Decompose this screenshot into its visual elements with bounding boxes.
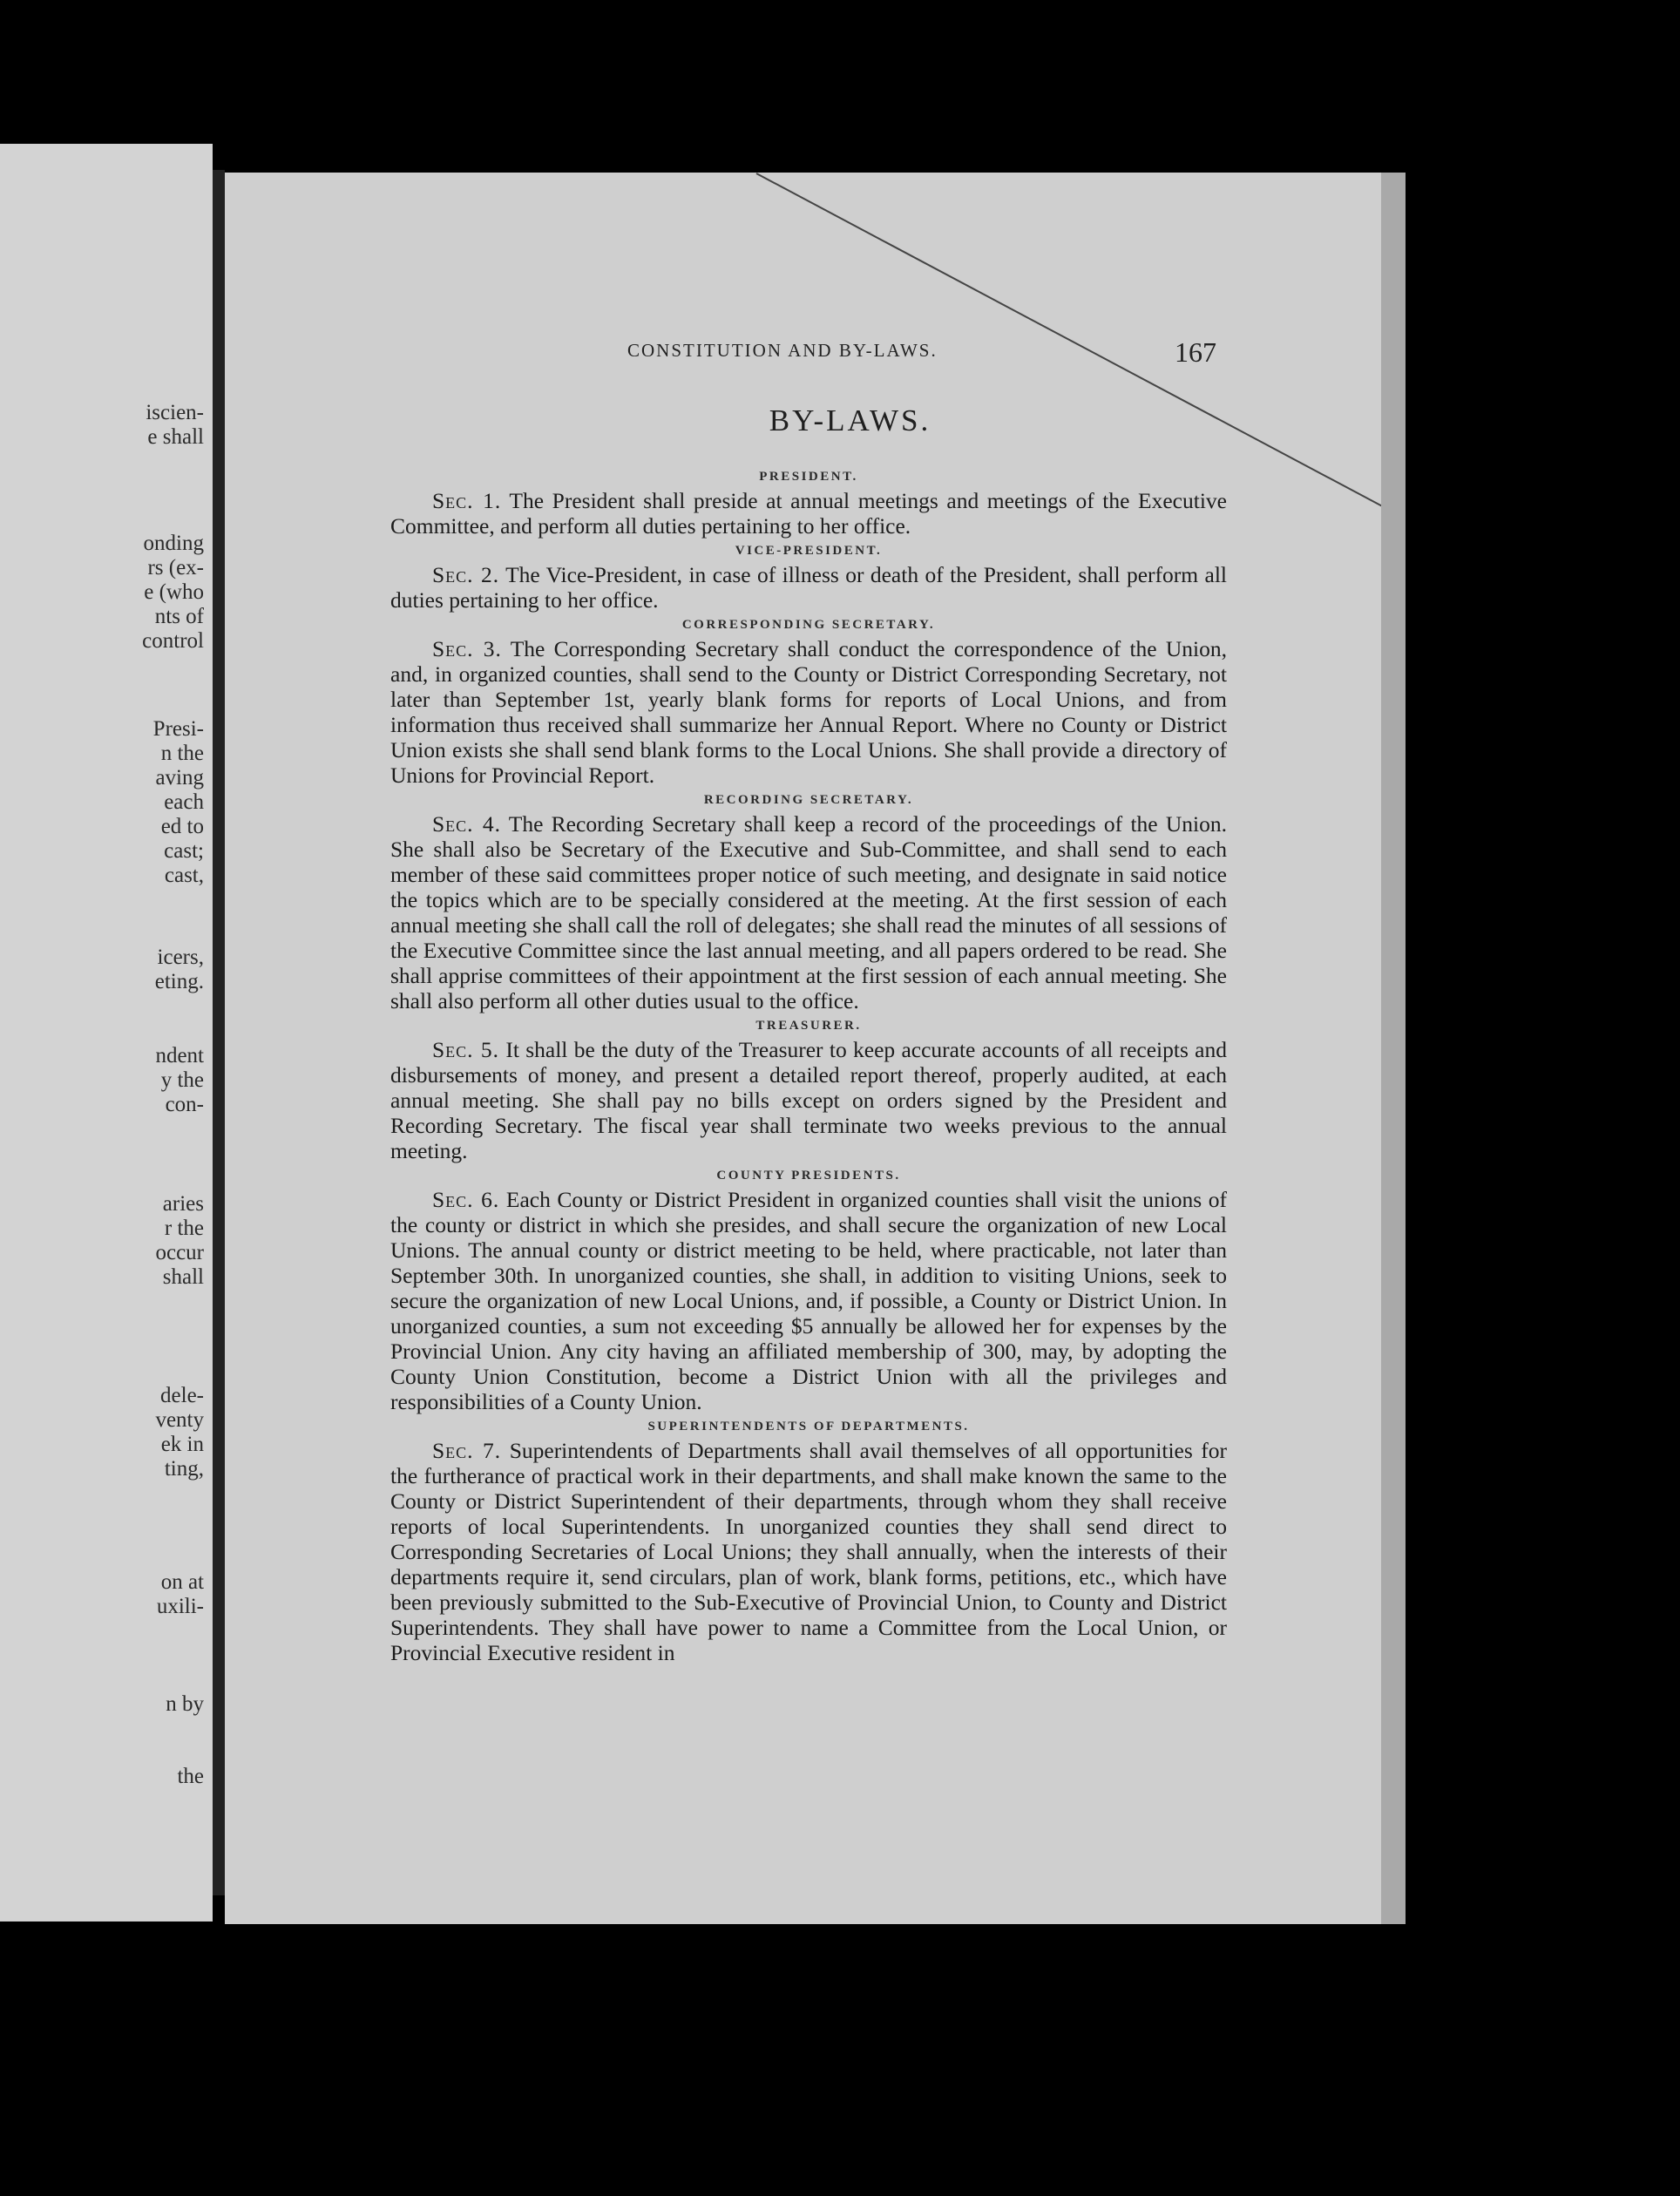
section-heading: SUPERINTENDENTS OF DEPARTMENTS.: [647, 1420, 970, 1434]
left-page-fragment: shall: [162, 1265, 204, 1289]
bylaw-section: [390, 1420, 1227, 1665]
bylaw-section: [390, 793, 1227, 1013]
section-number: Sec. 1.: [432, 488, 502, 513]
page-number: 167: [1175, 336, 1216, 368]
left-page-fragment: ndent: [155, 1044, 204, 1068]
left-page-fragment: iscien-: [146, 401, 204, 424]
left-page-fragment: uxili-: [156, 1595, 204, 1618]
section-heading: COUNTY PRESIDENTS.: [716, 1169, 901, 1183]
bylaws-body: [390, 464, 1227, 1670]
section-paragraph: [390, 1438, 1227, 1665]
left-page-fragment: each: [164, 790, 204, 814]
bylaw-section: [390, 1169, 1227, 1414]
left-page-fragment: ting,: [164, 1457, 204, 1481]
left-page-fragment: the: [177, 1765, 204, 1788]
left-page-fragment: control: [142, 629, 204, 653]
section-text: It shall be the duty of the Treasurer to keep accurate accounts of all receipts and disbursements of money, and present a detailed report thereof, properly audited, at each annual meeting. She shall pay no bills except on orders signed by the President and Recording Secretary. The fiscal year shall terminate two weeks previous to the annual meeting.: [390, 1037, 1228, 1163]
section-text: Each County or District President in organized counties shall visit the unions of the county or district in which she presides, and shall secure the organization of new Local Unions. The annual county or district meeting to be held, where practicable, not later than September 30th. In unorganized counties, she shall, in addition to visiting Unions, seek to secure the organization of new Local Unions, and, if possible, a County or District Union. In unorganized counties, a sum not exceeding $5 annually be allowed her for expenses by the Provincial Union. Any city having an affiliated membership of 300, may, by adopting the County Union Constitution, become a District Union with all the privileges and responsibilities of a County Union.: [390, 1187, 1227, 1414]
left-page-fragment: venty: [155, 1408, 204, 1432]
left-page-fragment: occur: [155, 1241, 204, 1264]
section-number: Sec. 4.: [432, 811, 501, 837]
page-title: BY-LAWS.: [769, 403, 931, 437]
left-page-fragment: Presi-: [152, 717, 204, 741]
bylaw-section: [390, 1019, 1227, 1163]
bylaw-section: [390, 470, 1227, 539]
section-number: Sec. 7.: [432, 1438, 502, 1463]
bylaw-section: [390, 544, 1227, 613]
right-page: [225, 173, 1406, 1924]
left-page-fragment: e (who: [144, 580, 204, 604]
section-heading: RECORDING SECRETARY.: [703, 793, 914, 807]
section-text: The Vice-President, in case of illness or death of the President, shall perform all duties pertaining to her office.: [390, 562, 1228, 613]
section-paragraph: [390, 1187, 1227, 1414]
section-heading: VICE-PRESIDENT.: [735, 544, 883, 558]
section-text: The Corresponding Secretary shall conduct the correspondence of the Union, and, in organized counties, shall send to the County or District Corresponding Secretary, not later than September 1st, yearly blank forms for reports of Local Unions, and from information thus received shall summarize her Annual Report. Where no County or District Union exists she shall send blank forms to the Local Unions. She shall provide a directory of Unions for Provincial Report.: [390, 636, 1227, 788]
left-page-fragment: on at: [160, 1570, 204, 1594]
left-page-fragment: ed to: [160, 815, 204, 838]
section-paragraph: [390, 1037, 1227, 1163]
left-page-fragment: r the: [164, 1217, 204, 1240]
bylaw-section: [390, 618, 1227, 788]
left-page-fragment: cast,: [164, 864, 204, 887]
book-gutter: [213, 170, 225, 1895]
left-page-fragment: onding: [143, 532, 204, 555]
section-heading: TREASURER.: [755, 1019, 862, 1033]
left-page-fragment: eting.: [154, 970, 204, 993]
section-heading: CORRESPONDING SECRETARY.: [681, 618, 936, 632]
left-page-fragment: dele-: [160, 1384, 204, 1407]
section-number: Sec. 6.: [432, 1187, 500, 1212]
left-page-fragment: aries: [162, 1192, 204, 1216]
left-page-fragment: icers,: [157, 946, 204, 969]
left-page-fragment: rs (ex-: [147, 556, 204, 580]
section-text: Superintendents of Departments shall avail themselves of all opportunities for the furtherance of practical work in their departments, and shall make known the same to the County or District Superintendent of their departments, through whom they shall receive reports of local Superintendents. In unorganized counties they shall send direct to Corresponding Secretaries of Local Unions; they shall annually, when the interests of their departments require it, send circulars, plan of work, blank forms, petitions, etc., which have been previously submitted to the Sub-Executive of Provincial Union, to County and District Superintendents. They shall have power to name a Committee from the Local Union, or Provincial Executive resident in: [390, 1438, 1228, 1665]
section-paragraph: [390, 488, 1227, 539]
section-text: The President shall preside at annual meetings and meetings of the Executive Committee, and perform all duties pertaining to her office.: [390, 488, 1227, 539]
left-page-fragment: n by: [166, 1692, 204, 1716]
section-number: Sec. 5.: [432, 1037, 499, 1062]
left-page-fragment: aving: [155, 766, 204, 790]
left-page-fragment: ek in: [160, 1433, 204, 1456]
section-paragraph: [390, 562, 1227, 613]
left-page: [0, 144, 213, 1922]
left-page-fragment: e shall: [147, 425, 204, 449]
section-number: Sec. 3.: [432, 636, 502, 661]
section-number: Sec. 2.: [432, 562, 500, 587]
section-paragraph: [390, 811, 1227, 1013]
running-head: CONSTITUTION AND BY-LAWS.: [627, 340, 938, 361]
section-text: The Recording Secretary shall keep a record of the proceedings of the Union. She shall also be Secretary of the Executive and Sub-Committee, and shall send to each member of these said committees proper notice of such meeting, and designate in said notice the topics which are to be specially considered at the meeting. At the first session of each annual meeting she shall call the roll of delegates; she shall read the minutes of all sessions of the Executive Committee since the last annual meeting, and all papers ordered to be read. She shall apprise committees of their appointment at the first session of each annual meeting. She shall also perform all other duties usual to the office.: [390, 811, 1227, 1013]
left-page-fragment: cast;: [164, 839, 204, 863]
left-page-fragment: con-: [165, 1093, 204, 1116]
left-page-fragment: n the: [160, 742, 204, 765]
left-page-fragment: y the: [160, 1068, 204, 1092]
section-heading: PRESIDENT.: [759, 470, 858, 484]
left-page-fragment: nts of: [154, 605, 204, 628]
section-paragraph: [390, 636, 1227, 788]
